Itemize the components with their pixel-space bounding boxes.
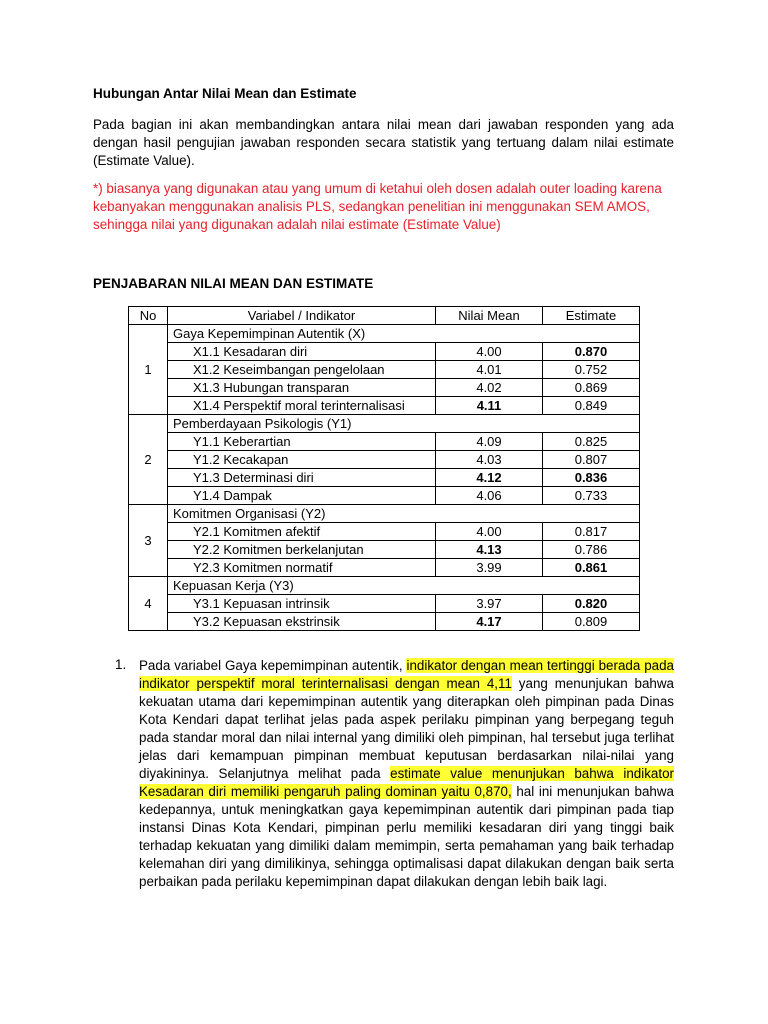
table-row: [129, 523, 640, 541]
mean-cell: 4.06: [436, 487, 543, 505]
footnote-red: *) biasanya yang digunakan atau yang umum di ketahui oleh dosen adalah outer loading karena kebanyakan menggunakan analisis PLS, sedangkan penelitian ini menggunakan SEM AMOS, sehingga nilai yang digunakan adalah nilai estimate (Estimate Value): [93, 181, 662, 232]
indicator-cell: X1.2 Keseimbangan pengelolaan: [168, 361, 436, 379]
intro-paragraph: Pada bagian ini akan membandingkan antara nilai mean dari jawaban responden yang ada dengan hasil pengujian jawaban responden secara statistik yang tertuang dalam nilai estimate (Estimate Value).: [93, 117, 674, 168]
estimate-cell: 0.870: [543, 343, 640, 361]
indicator-cell: Y1.2 Kecakapan: [168, 451, 436, 469]
text-segment: Pada variabel Gaya kepemimpinan autentik,: [139, 658, 407, 673]
table-group-row: [129, 577, 640, 595]
table-row: [129, 559, 640, 577]
mean-cell: 4.00: [436, 523, 543, 541]
mean-cell: 4.09: [436, 433, 543, 451]
header-variable: Variabel / Indikator: [168, 307, 436, 325]
document-heading: Hubungan Antar Nilai Mean dan Estimate: [93, 86, 357, 101]
indicator-cell: X1.3 Hubungan transparan: [168, 379, 436, 397]
table-row: [129, 613, 640, 631]
mean-cell: 4.11: [436, 397, 543, 415]
estimate-cell: 0.825: [543, 433, 640, 451]
indicator-cell: Y1.3 Determinasi diri: [168, 469, 436, 487]
mean-cell: 4.12: [436, 469, 543, 487]
list-item-text: [139, 657, 674, 891]
table-row: [129, 433, 640, 451]
group-number: 3: [129, 505, 168, 577]
estimate-cell: 0.849: [543, 397, 640, 415]
estimate-cell: 0.861: [543, 559, 640, 577]
indicator-cell: Y2.3 Komitmen normatif: [168, 559, 436, 577]
variable-group-name: Komitmen Organisasi (Y2): [168, 505, 640, 523]
indicator-cell: X1.4 Perspektif moral terinternalisasi: [168, 397, 436, 415]
group-number: 2: [129, 415, 168, 505]
mean-cell: 4.00: [436, 343, 543, 361]
estimate-cell: 0.820: [543, 595, 640, 613]
section-title: PENJABARAN NILAI MEAN DAN ESTIMATE: [93, 276, 374, 291]
variable-group-name: Gaya Kepemimpinan Autentik (X): [168, 325, 640, 343]
estimate-cell: 0.817: [543, 523, 640, 541]
table-row: [129, 469, 640, 487]
variable-group-name: Kepuasan Kerja (Y3): [168, 577, 640, 595]
highlighted-text: estimate value menunjukan bahwa indikator Kesadaran diri memiliki pengaruh paling dominan yaitu 0,870,: [139, 766, 674, 799]
table-row: [129, 361, 640, 379]
mean-cell: 3.97: [436, 595, 543, 613]
text-segment: yang menunjukan bahwa kekuatan utama dari kepemimpinan autentik yang diterapkan oleh pimpinan pada Dinas Kota Kendari dapat terlihat jelas pada aspek perilaku pimpinan yang berpegang teguh pada standar moral dan nilai internal yang dimiliki oleh pimpinan, hal tersebut juga terlihat jelas dari kemampuan pimpinan membuat keputusan berdasarkan nilai-nilai yang diyakininya. Selanjutnya melihat pada: [139, 676, 674, 781]
header-mean: Nilai Mean: [436, 307, 543, 325]
indicator-cell: Y2.2 Komitmen berkelanjutan: [168, 541, 436, 559]
text-segment: hal ini menunjukan bahwa kedepannya, untuk meningkatkan gaya kepemimpinan autentik dari pimpinan pada tiap instansi Dinas Kota Kendari, pimpinan perlu memiliki kesadaran diri yang tinggi baik terhadap kekuatan yang dimiliki dalam memimpin, serta pemahaman yang baik terhadap kelemahan diri yang dimilikinya, sehingga optimalisasi dapat dilakukan dengan baik serta perbaikan pada perilaku kepemimpinan dapat dilakukan dengan lebih baik lagi.: [139, 784, 674, 889]
mean-cell: 4.17: [436, 613, 543, 631]
table-row: [129, 451, 640, 469]
table-group-row: [129, 415, 640, 433]
table-row: [129, 379, 640, 397]
group-number: 1: [129, 325, 168, 415]
indicator-cell: X1.1 Kesadaran diri: [168, 343, 436, 361]
table-row: [129, 595, 640, 613]
estimate-cell: 0.733: [543, 487, 640, 505]
estimate-cell: 0.809: [543, 613, 640, 631]
group-number: 4: [129, 577, 168, 631]
mean-estimate-table: [128, 306, 640, 631]
indicator-cell: Y1.1 Keberartian: [168, 433, 436, 451]
estimate-cell: 0.807: [543, 451, 640, 469]
list-marker: 1.: [115, 657, 127, 672]
indicator-cell: Y3.1 Kepuasan intrinsik: [168, 595, 436, 613]
highlighted-text: indikator dengan mean tertinggi berada pada indikator perspektif moral terinternalisasi dengan mean 4,11: [139, 658, 674, 691]
variable-group-name: Pemberdayaan Psikologis (Y1): [168, 415, 640, 433]
header-estimate: Estimate: [543, 307, 640, 325]
indicator-cell: Y1.4 Dampak: [168, 487, 436, 505]
table-header-row: [129, 307, 640, 325]
table-group-row: [129, 505, 640, 523]
estimate-cell: 0.786: [543, 541, 640, 559]
mean-cell: 4.02: [436, 379, 543, 397]
table-row: [129, 397, 640, 415]
mean-cell: 4.01: [436, 361, 543, 379]
table-row: [129, 343, 640, 361]
estimate-cell: 0.836: [543, 469, 640, 487]
estimate-cell: 0.869: [543, 379, 640, 397]
table-group-row: [129, 325, 640, 343]
estimate-cell: 0.752: [543, 361, 640, 379]
mean-cell: 3.99: [436, 559, 543, 577]
indicator-cell: Y3.2 Kepuasan ekstrinsik: [168, 613, 436, 631]
table-row: [129, 487, 640, 505]
mean-cell: 4.03: [436, 451, 543, 469]
header-no: No: [129, 307, 168, 325]
mean-cell: 4.13: [436, 541, 543, 559]
table-body: [129, 325, 640, 631]
table-row: [129, 541, 640, 559]
indicator-cell: Y2.1 Komitmen afektif: [168, 523, 436, 541]
